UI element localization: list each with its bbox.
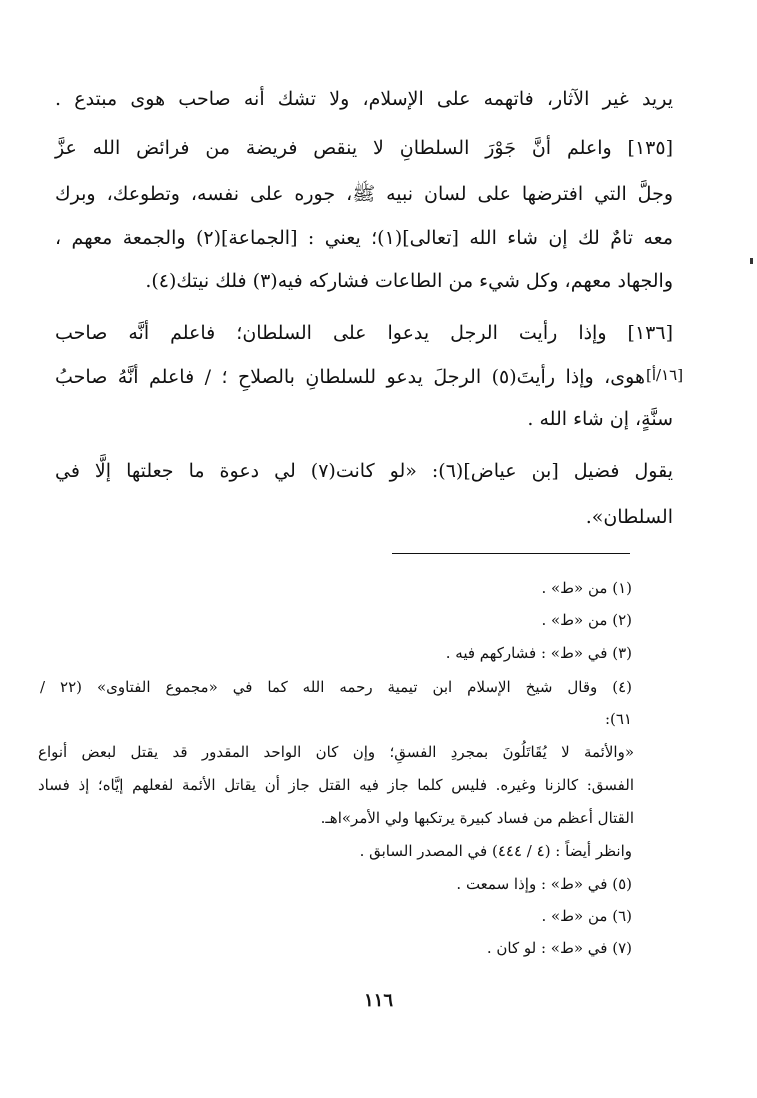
body-line-8: سنَّةٍ، إن شاء الله . — [527, 408, 673, 430]
footnote-7: (٧) في «ط» : لو كان . — [486, 939, 632, 957]
footnote-separator — [392, 553, 630, 554]
footnote-4-quote-3: القتال أعظم من فساد كبيرة يرتكبها ولي الأمر»اهـ. — [320, 809, 634, 827]
footnote-1: (١) من «ط» . — [541, 579, 632, 597]
marginal-folio-note: [١٦/أ] — [646, 366, 684, 384]
footnote-6: (٦) من «ط» . — [541, 907, 632, 925]
body-line-4: معه تامٌ لك إن شاء الله [تعالى](١)؛ يعني : [الجماعة](٢) والجمعة معهم ، — [55, 227, 673, 249]
footnote-4-quote-1: «والأئمة لا يُقَاتَلُونَ بمجردِ الفسقِ؛ وإن كان الواحد المقدور قد يقتل لبعض أنواع — [38, 743, 634, 761]
body-line-1: يريد غير الآثار، فاتهمه على الإسلام، ولا تشك أنه صاحب هوى مبتدع . — [55, 88, 673, 110]
body-line-3: وجلَّ التي افترضها على لسان نبيه ﷺ، جوره على نفسه، وتطوعك، وبرك — [55, 183, 673, 205]
footnote-4: (٤) وقال شيخ الإسلام ابن تيمية رحمه الله كما في «مجموع الفتاوى» (٢٢ / — [40, 678, 632, 696]
body-line-10: السلطان». — [585, 506, 673, 528]
footnote-5: (٥) في «ط» : وإذا سمعت . — [456, 875, 632, 893]
footnote-4-quote-2: الفسق: كالزنا وغيره. فليس كلما جاز فيه القتل جاز أن يقاتل الأئمة لفعلهم إيَّاه؛ إذ فساد — [38, 776, 634, 794]
page-number: ١١٦ — [363, 990, 393, 1011]
footnote-4-see-also: وانظر أيضاً : (٤ / ٤٤٤) في المصدر السابق . — [359, 842, 632, 860]
body-line-2: [١٣٥] واعلم أنَّ جَوْرَ السلطانِ لا ينقص فريضة من فرائض الله عزَّ — [55, 137, 673, 159]
scan-edge-mark — [750, 258, 753, 264]
body-line-6: [١٣٦] وإذا رأيت الرجل يدعوا على السلطان؛ فاعلم أنَّه صاحب — [55, 322, 673, 344]
body-line-7: هوى، وإذا رأيتَ(٥) الرجلَ يدعو للسلطانِ بالصلاحِ ؛ / فاعلم أنَّهُ صاحبُ — [55, 366, 645, 388]
footnote-2: (٢) من «ط» . — [541, 611, 632, 629]
body-line-5: والجهاد معهم، وكل شيء من الطاعات فشاركه فيه(٣) فلك نيتك(٤). — [145, 270, 673, 292]
body-line-9: يقول فضيل [بن عياض](٦): «لو كانت(٧) لي دعوة ما جعلتها إلَّا في — [55, 460, 673, 482]
footnote-3: (٣) في «ط» : فشاركهم فيه . — [445, 644, 632, 662]
footnote-4-cont: ٦١): — [604, 710, 632, 728]
